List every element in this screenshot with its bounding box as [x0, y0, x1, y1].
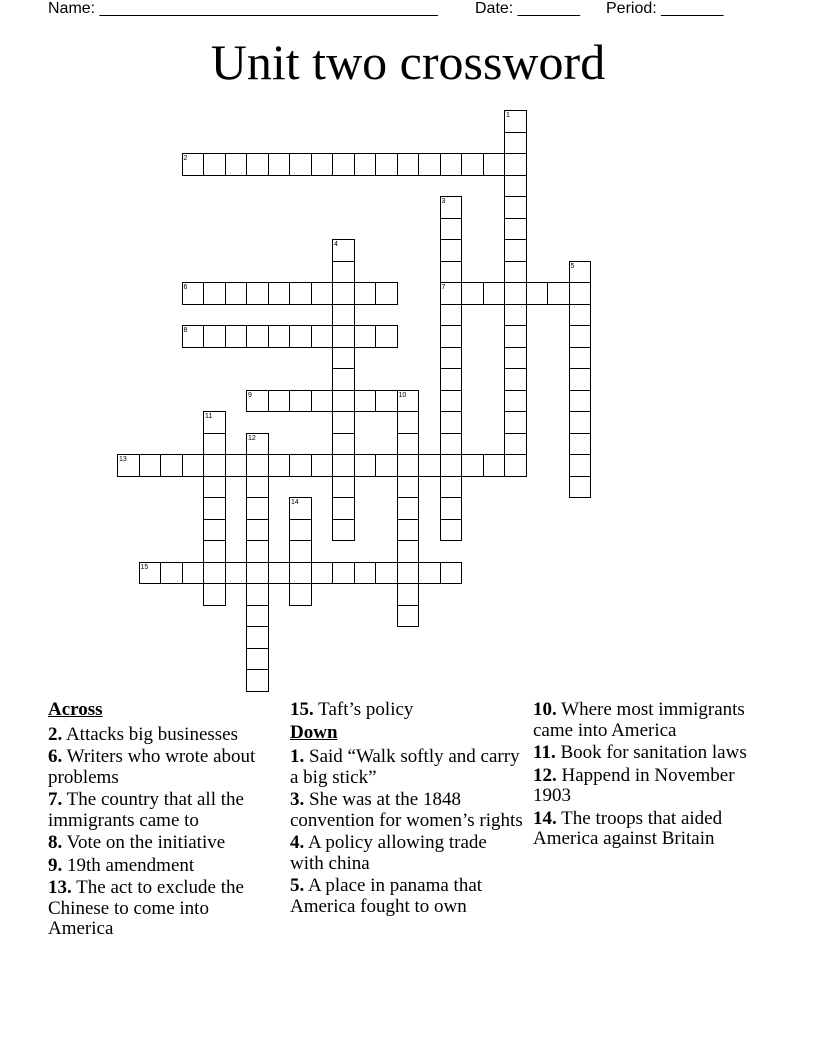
crossword-cell[interactable]	[332, 476, 355, 499]
crossword-cell[interactable]	[397, 519, 420, 542]
down-clue: 10. Where most immigrants came into America	[533, 699, 745, 741]
date-field-label[interactable]: Date: _______	[475, 0, 580, 17]
crossword-cell[interactable]	[182, 325, 205, 348]
crossword-cell[interactable]	[246, 390, 269, 413]
clue-number: 13	[119, 456, 127, 463]
across-clue: 2. Attacks big businesses	[48, 723, 238, 745]
crossword-cell[interactable]	[354, 390, 377, 413]
crossword-cell[interactable]	[504, 175, 527, 198]
crossword-cell[interactable]	[375, 153, 398, 176]
crossword-cell[interactable]	[203, 476, 226, 499]
crossword-cell[interactable]	[246, 325, 269, 348]
across-clue: 6. Writers who wrote about problems	[48, 746, 256, 788]
crossword-cell[interactable]	[289, 497, 312, 520]
crossword-cell[interactable]	[440, 562, 463, 585]
crossword-cell[interactable]	[246, 282, 269, 305]
clue-number: 10	[398, 391, 407, 399]
crossword-cell[interactable]	[569, 282, 592, 305]
crossword-cell[interactable]	[397, 411, 420, 434]
crossword-cell[interactable]	[289, 562, 312, 585]
crossword-cell[interactable]	[547, 282, 570, 305]
down-clue: 1. Said “Walk softly and carry a big stick”	[290, 746, 520, 788]
crossword-cell[interactable]	[289, 153, 312, 176]
crossword-cell[interactable]	[440, 218, 463, 241]
crossword-cell[interactable]	[504, 218, 527, 241]
crossword-cell[interactable]	[461, 454, 484, 477]
crossword-cell[interactable]	[332, 368, 355, 391]
crossword-cell[interactable]	[440, 282, 463, 305]
crossword-cell[interactable]	[375, 282, 398, 305]
crossword-cell[interactable]	[332, 347, 355, 370]
crossword-cell[interactable]	[246, 648, 269, 671]
crossword-cell[interactable]	[397, 454, 420, 477]
crossword-cell[interactable]	[203, 454, 226, 477]
crossword-cell[interactable]	[483, 282, 506, 305]
crossword-cell[interactable]	[289, 540, 312, 563]
clue-number: 3	[441, 198, 446, 205]
crossword-cell[interactable]	[397, 153, 420, 176]
crossword-cell[interactable]	[311, 282, 334, 305]
crossword-cell[interactable]	[246, 519, 269, 542]
down-clue: 4. A policy allowing trade with china	[290, 832, 487, 874]
crossword-cell[interactable]	[440, 433, 463, 456]
crossword-cell[interactable]	[354, 454, 377, 477]
crossword-cell[interactable]	[332, 454, 355, 477]
crossword-cell[interactable]	[246, 433, 269, 456]
crossword-cell[interactable]	[268, 282, 291, 305]
crossword-cell[interactable]	[397, 583, 420, 606]
crossword-cell[interactable]	[397, 562, 420, 585]
crossword-cell[interactable]	[375, 562, 398, 585]
crossword-cell[interactable]	[332, 411, 355, 434]
down-heading: Down	[290, 721, 338, 743]
crossword-cell[interactable]	[440, 476, 463, 499]
crossword-cell[interactable]	[311, 562, 334, 585]
crossword-cell[interactable]	[483, 454, 506, 477]
crossword-cell[interactable]	[397, 497, 420, 520]
crossword-cell[interactable]	[332, 497, 355, 520]
crossword-cell[interactable]	[440, 153, 463, 176]
crossword-cell[interactable]	[504, 261, 527, 284]
clue-number: 8	[183, 327, 188, 334]
crossword-cell[interactable]	[225, 454, 248, 477]
crossword-cell[interactable]	[504, 153, 527, 176]
down-clue: 5. A place in panama that America fought to own	[290, 875, 483, 917]
crossword-cell[interactable]	[203, 497, 226, 520]
crossword-cell[interactable]	[504, 325, 527, 348]
crossword-cell[interactable]	[504, 304, 527, 327]
crossword-cell[interactable]	[246, 540, 269, 563]
crossword-cell[interactable]	[461, 153, 484, 176]
crossword-cell[interactable]	[440, 519, 463, 542]
clue-number: 14	[291, 499, 299, 506]
crossword-cell[interactable]	[289, 390, 312, 413]
clue-number: 12	[248, 434, 256, 442]
clue-number: 5	[570, 262, 575, 270]
crossword-cell[interactable]	[225, 282, 248, 305]
crossword-cell[interactable]	[332, 282, 355, 305]
crossword-cell[interactable]	[354, 325, 377, 348]
crossword-cell[interactable]	[225, 325, 248, 348]
crossword-cell[interactable]	[332, 562, 355, 585]
crossword-cell[interactable]	[418, 562, 441, 585]
across-heading: Across	[48, 699, 103, 720]
crossword-cell[interactable]	[375, 325, 398, 348]
clues-column-2	[290, 700, 525, 919]
crossword-cell[interactable]	[225, 562, 248, 585]
crossword-cell[interactable]	[504, 368, 527, 391]
crossword-cell[interactable]	[203, 540, 226, 563]
crossword-cell[interactable]	[440, 411, 463, 434]
crossword-cell[interactable]	[332, 261, 355, 284]
crossword-cell[interactable]	[569, 433, 592, 456]
crossword-cell[interactable]	[332, 153, 355, 176]
crossword-cell[interactable]	[440, 239, 463, 262]
down-clue: 11. Book for sanitation laws	[533, 742, 747, 763]
crossword-cell[interactable]	[569, 304, 592, 327]
clue-number: 1	[506, 112, 510, 119]
crossword-cell[interactable]	[397, 540, 420, 563]
crossword-cell[interactable]	[289, 454, 312, 477]
crossword-cell[interactable]	[160, 562, 183, 585]
crossword-cell[interactable]	[203, 519, 226, 542]
clue-number: 6	[183, 284, 188, 291]
crossword-cell[interactable]	[289, 282, 312, 305]
across-clue: 13. The act to exclude the Chinese to come into America	[48, 877, 244, 939]
crossword-cell[interactable]	[332, 433, 355, 456]
down-clue: 14. The troops that aided America against Britain	[533, 807, 723, 849]
across-clue: 15. Taft’s policy	[290, 699, 414, 720]
crossword-cell[interactable]	[246, 626, 269, 649]
crossword-cell[interactable]	[246, 497, 269, 520]
clues-column-3	[533, 700, 768, 852]
crossword-cell[interactable]	[311, 390, 334, 413]
crossword-cell[interactable]	[569, 476, 592, 499]
crossword-cell[interactable]	[354, 562, 377, 585]
crossword-cell[interactable]	[569, 411, 592, 434]
crossword-cell[interactable]	[311, 454, 334, 477]
crossword-cell[interactable]	[182, 562, 205, 585]
crossword-cell[interactable]	[268, 390, 291, 413]
clue-number: 7	[441, 284, 446, 291]
period-field-label[interactable]: Period: _______	[606, 0, 724, 17]
crossword-cell[interactable]	[440, 304, 463, 327]
crossword-cell[interactable]	[483, 153, 506, 176]
down-clue: 12. Happend in November 1903	[533, 764, 735, 806]
crossword-cell[interactable]	[289, 519, 312, 542]
crossword-cell[interactable]	[418, 153, 441, 176]
crossword-cell[interactable]	[569, 390, 592, 413]
crossword-cell[interactable]	[332, 519, 355, 542]
across-clue: 9. 19th amendment	[48, 854, 195, 876]
crossword-cell[interactable]	[440, 196, 463, 219]
crossword-cell[interactable]	[397, 476, 420, 499]
crossword-cell[interactable]	[397, 433, 420, 456]
crossword-cell[interactable]	[569, 368, 592, 391]
crossword-cell[interactable]	[268, 454, 291, 477]
crossword-cell[interactable]	[332, 390, 355, 413]
across-clue: 7. The country that all the immigrants came to	[48, 789, 244, 831]
clue-number: 11	[205, 413, 213, 420]
clues-column-1	[48, 700, 278, 942]
crossword-cell[interactable]	[203, 325, 226, 348]
crossword-cell[interactable]	[440, 368, 463, 391]
crossword-cell[interactable]	[504, 110, 527, 133]
crossword-cell[interactable]	[139, 562, 162, 585]
crossword-cell[interactable]	[246, 605, 269, 628]
crossword-cell[interactable]	[289, 583, 312, 606]
down-clue: 3. She was at the 1848 convention for women’s rights	[290, 789, 523, 831]
crossword-cell[interactable]	[504, 282, 527, 305]
crossword-cell[interactable]	[504, 347, 527, 370]
crossword-cell[interactable]	[397, 605, 420, 628]
crossword-cell[interactable]	[440, 454, 463, 477]
crossword-cell[interactable]	[397, 390, 420, 413]
clue-number: 2	[183, 155, 188, 162]
crossword-cell[interactable]	[246, 583, 269, 606]
crossword-cell[interactable]	[203, 433, 226, 456]
crossword-cell[interactable]	[117, 454, 140, 477]
crossword-cell[interactable]	[225, 153, 248, 176]
crossword-cell[interactable]	[182, 153, 205, 176]
crossword-cell[interactable]	[246, 562, 269, 585]
crossword-cell[interactable]	[246, 454, 269, 477]
crossword-cell[interactable]	[268, 153, 291, 176]
crossword-cell[interactable]	[311, 153, 334, 176]
crossword-cell[interactable]	[504, 132, 527, 155]
crossword-cell[interactable]	[375, 454, 398, 477]
crossword-cell[interactable]	[504, 454, 527, 477]
crossword-cell[interactable]	[203, 562, 226, 585]
crossword-cell[interactable]	[440, 325, 463, 348]
crossword-cell[interactable]	[569, 261, 592, 284]
clue-number: 9	[248, 391, 252, 399]
crossword-cell[interactable]	[504, 239, 527, 262]
crossword-cell[interactable]	[526, 282, 549, 305]
crossword-cell[interactable]	[504, 196, 527, 219]
crossword-cell[interactable]	[246, 669, 269, 692]
crossword-cell[interactable]	[354, 153, 377, 176]
crossword-cell[interactable]	[311, 325, 334, 348]
crossword-cell[interactable]	[440, 390, 463, 413]
name-field-label[interactable]: Name: ______________________________________	[48, 0, 438, 17]
crossword-cell[interactable]	[504, 433, 527, 456]
crossword-cell[interactable]	[418, 454, 441, 477]
crossword-cell[interactable]	[289, 325, 312, 348]
crossword-cell[interactable]	[375, 390, 398, 413]
crossword-cell[interactable]	[160, 454, 183, 477]
crossword-cell[interactable]	[332, 325, 355, 348]
crossword-cell[interactable]	[440, 261, 463, 284]
across-clue: 8. Vote on the initiative	[48, 832, 226, 853]
crossword-cell[interactable]	[246, 153, 269, 176]
crossword-cell[interactable]	[246, 476, 269, 499]
crossword-cell[interactable]	[268, 325, 291, 348]
clue-number: 15	[140, 563, 149, 571]
crossword-cell[interactable]	[268, 562, 291, 585]
crossword-cell[interactable]	[354, 282, 377, 305]
crossword-cell[interactable]	[569, 325, 592, 348]
page-title: Unit two crossword	[210, 34, 606, 90]
crossword-cell[interactable]	[139, 454, 162, 477]
clue-number: 4	[334, 241, 338, 248]
crossword-cell[interactable]	[461, 282, 484, 305]
crossword-cell[interactable]	[182, 454, 205, 477]
crossword-cell[interactable]	[569, 347, 592, 370]
crossword-cell[interactable]	[440, 497, 463, 520]
crossword-cell[interactable]	[203, 411, 226, 434]
crossword-cell[interactable]	[504, 390, 527, 413]
crossword-cell[interactable]	[182, 282, 205, 305]
crossword-cell[interactable]	[569, 454, 592, 477]
crossword-cell[interactable]	[504, 411, 527, 434]
crossword-cell[interactable]	[440, 347, 463, 370]
crossword-cell[interactable]	[332, 304, 355, 327]
crossword-cell[interactable]	[203, 282, 226, 305]
crossword-cell[interactable]	[203, 153, 226, 176]
crossword-cell[interactable]	[203, 583, 226, 606]
crossword-cell[interactable]	[332, 239, 355, 262]
